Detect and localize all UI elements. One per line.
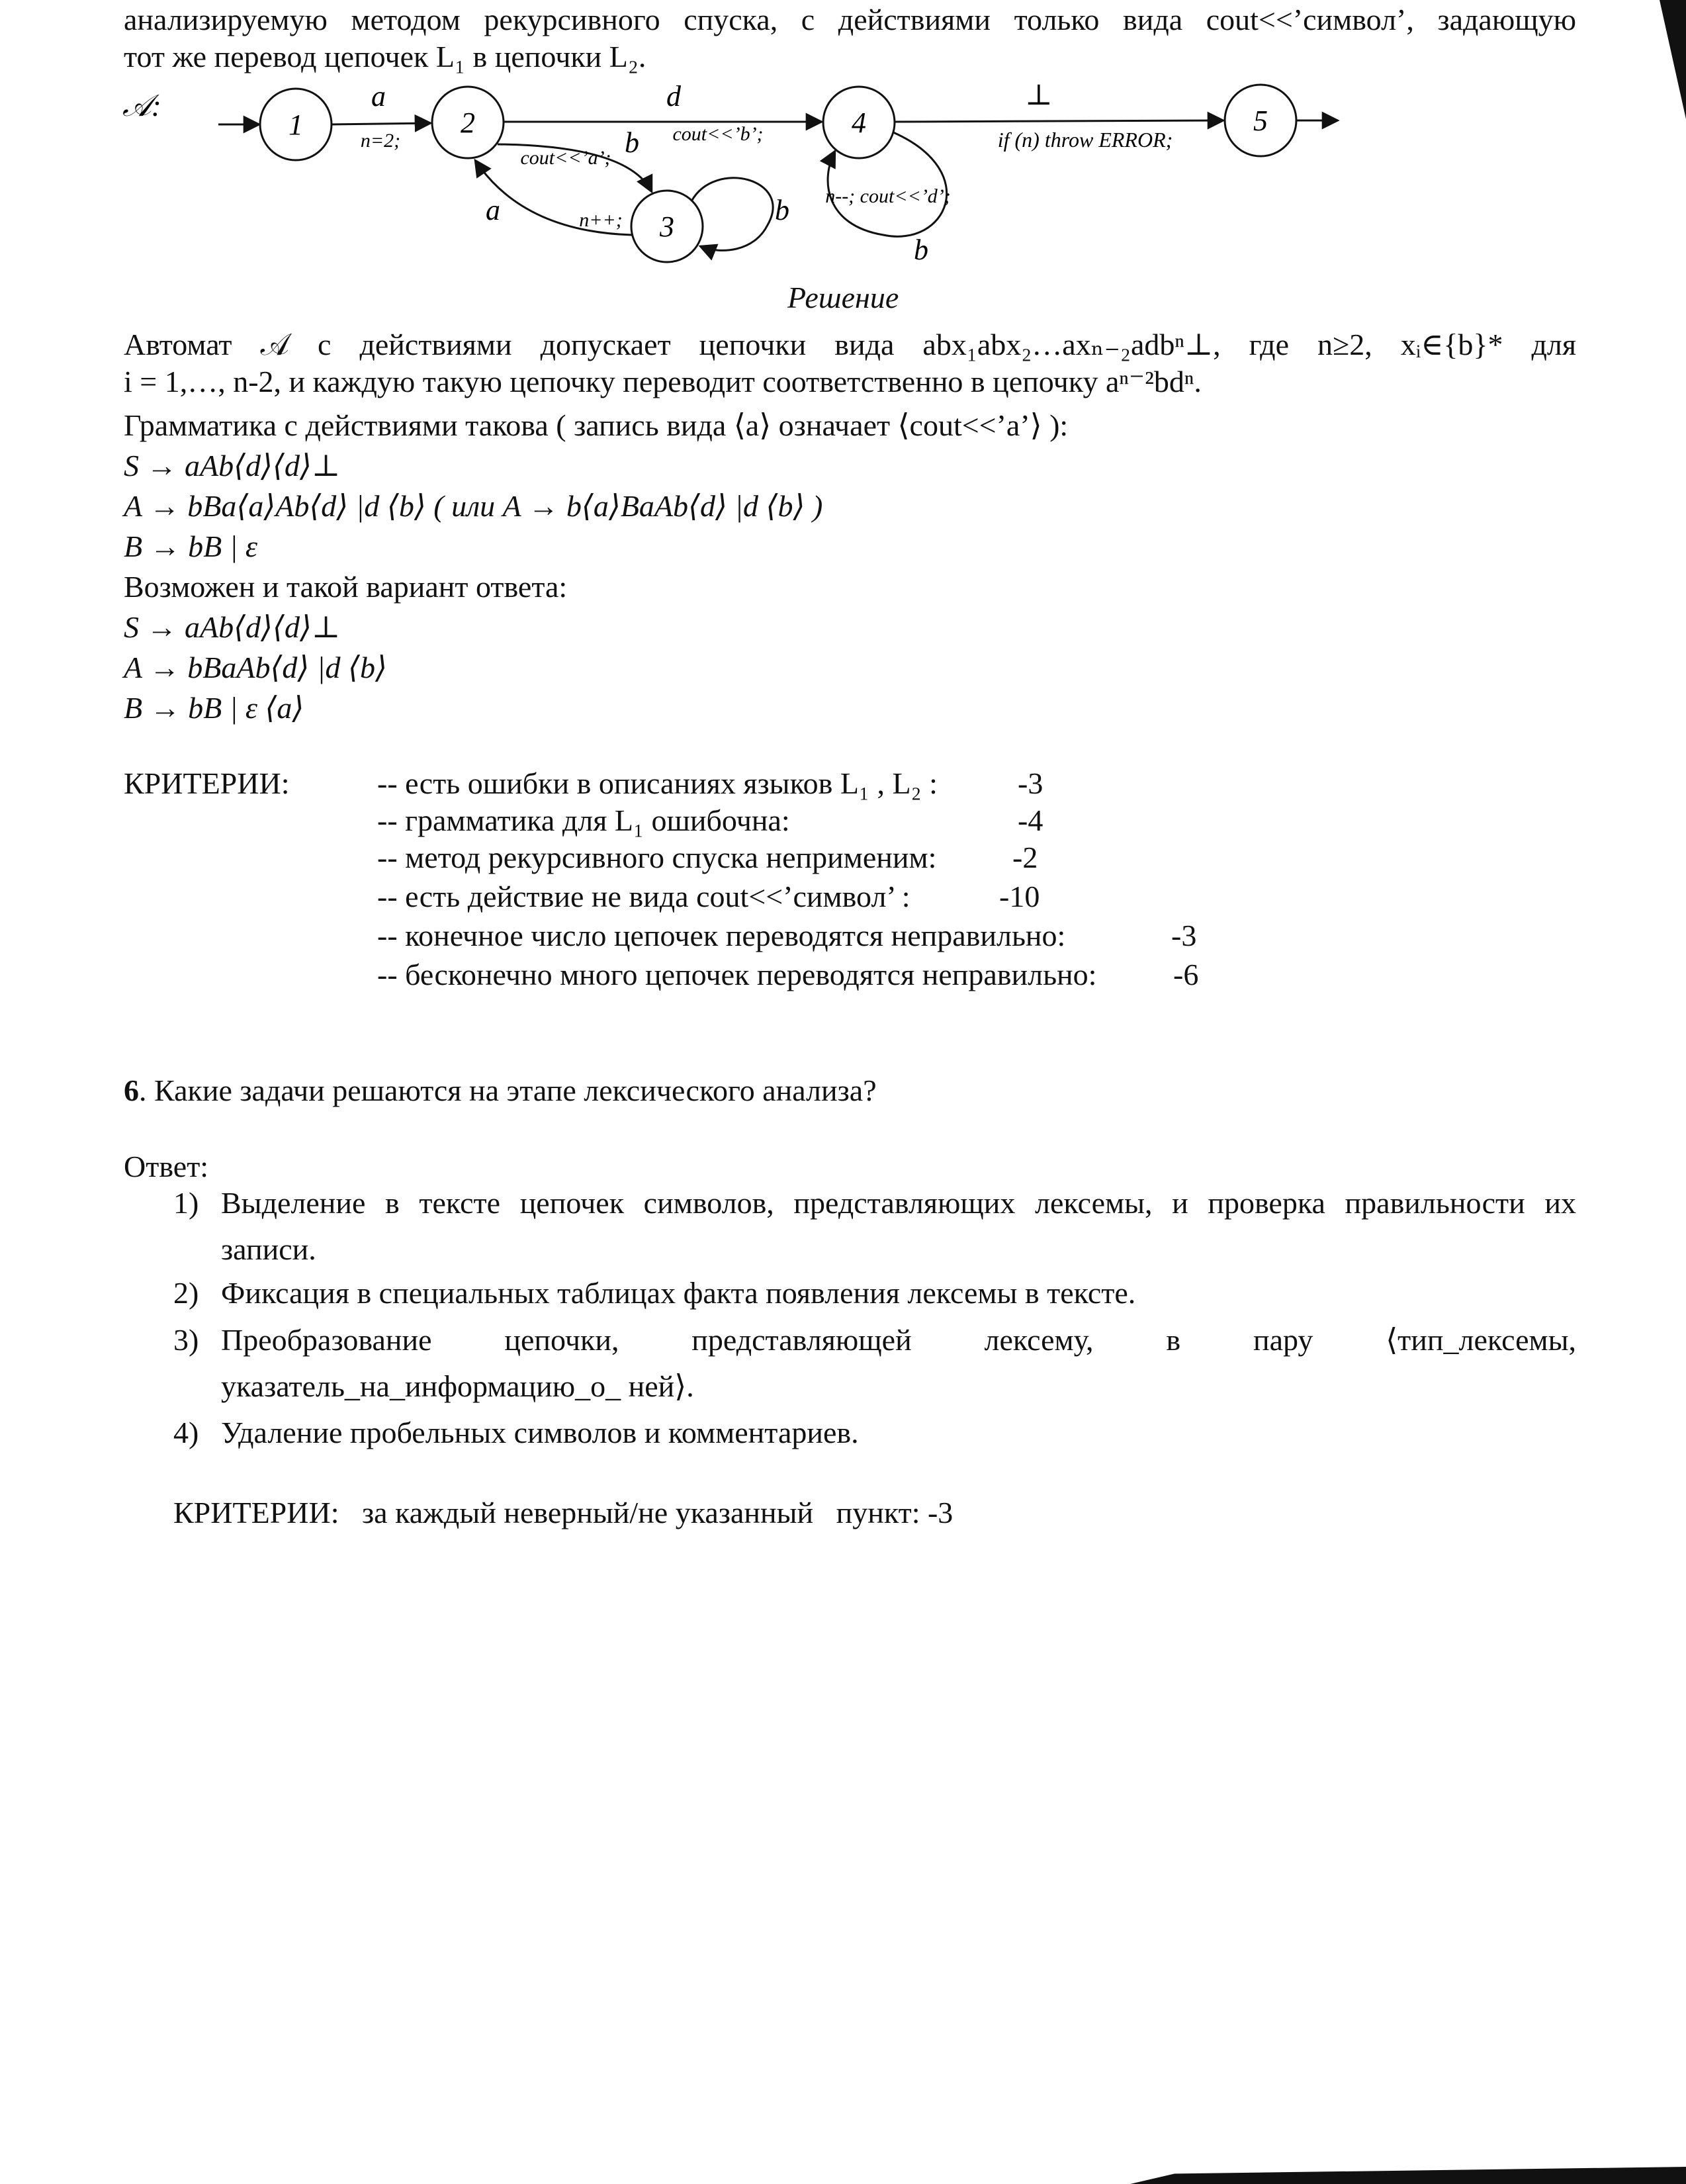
question-6 [124,1072,877,1109]
edge-2-4-action: cout<<’b’; [672,123,764,145]
criteria-item-2: -- грамматика для L₁ ошибочна: [377,803,790,837]
grammar1-rule-b: B → bB | ε [124,529,257,563]
edge-3-2-symbol: a [486,194,500,226]
question-6-number: 6 [124,1073,139,1107]
intro-line-2: тот же перевод цепочек L₁ в цепочки L₂. [124,40,646,73]
edge-4-4-symbol: b [914,234,928,266]
state-2-label: 2 [461,107,475,139]
state-1 [260,89,332,160]
criteria-value-1: -3 [1018,766,1043,800]
edge-4-5-symbol: ⊥ [1025,79,1053,111]
grammar-intro: Грамматика с действиями такова ( запись вида ⟨a⟩ означает ⟨cout<<’a’⟩ ): [124,408,1069,442]
answer-item-2-line-1: Фиксация в специальных таблицах факта появления лексемы в тексте. [221,1276,1136,1310]
answer-label: Ответ: [124,1150,209,1183]
answer-item-1-line-1: Выделение в тексте цепочек символов, представляющих лексемы, и проверка правильности их [221,1186,1576,1220]
criteria-item-3: -- метод рекурсивного спуска неприменим: [377,841,937,874]
answer-item-3-line-1: Преобразование цепочки, представляющей лексему, в пару ⟨тип_лексемы, [221,1323,1576,1357]
edge-2-4-symbol: d [666,80,681,113]
answer-item-1-number: 1) [173,1186,199,1220]
edge-2-3-action: cout<<’a’; [520,147,611,169]
edge-4-5 [895,120,1223,122]
solution-heading: Решение [787,281,899,314]
question-6-criteria: КРИТЕРИИ: за каждый неверный/не указанный пункт: -3 [173,1496,954,1529]
answer-item-1-line-2: записи. [221,1232,316,1266]
state-5-label: 5 [1253,105,1268,137]
state-5 [1225,85,1296,156]
edge-4-4-action: n--; cout<<’d’; [825,185,951,207]
answer-item-4 [173,1410,1576,1456]
edge-3-3-symbol: b [775,194,789,226]
answer-item-2 [173,1270,1576,1316]
edge-1-2 [332,123,431,124]
grammar1-rule-a: A → bBa⟨a⟩Ab⟨d⟩ |d ⟨b⟩ ( или A → b⟨a⟩BaAb⟨d⟩ |d ⟨b⟩ ) [124,489,823,523]
state-2 [432,87,504,158]
grammar1-rule-s: S → aAb⟨d⟩⟨d⟩⊥ [124,449,341,482]
edge-3-2-action: n++; [579,209,623,231]
edge-1-2-symbol: a [371,80,386,113]
edge-3-3 [691,178,773,251]
criteria-value-6: -6 [1173,958,1199,991]
answer-item-3 [173,1317,1576,1410]
question-6-text: . Какие задачи решаются на этапе лексического анализа? [139,1073,877,1107]
solution-line-2: i = 1,…, n-2, и каждую такую цепочку переводит соответственно в цепочку aⁿ⁻²bdⁿ. [124,365,1202,398]
criteria-label: КРИТЕРИИ: [124,766,290,800]
edge-4-5-action: if (n) throw ERROR; [997,128,1173,152]
solution-line-1: Автомат 𝒜 с действиями допускает цепочки вида abx₁abx₂…axₙ₋₂adbⁿ⊥, где n≥2, xᵢ∈{b}* для [124,328,1576,361]
answer-item-4-number: 4) [173,1416,199,1449]
grammar2-rule-s: S → aAb⟨d⟩⟨d⟩⊥ [124,610,341,644]
edge-4-4 [828,132,947,236]
alt-intro: Возможен и такой вариант ответа: [124,570,568,604]
state-1-label: 1 [288,109,303,141]
answer-item-3-number: 3) [173,1323,199,1357]
criteria-value-2: -4 [1018,803,1043,837]
state-3-label: 3 [660,210,674,243]
answer-item-1 [173,1180,1576,1273]
answer-item-3-line-2: указатель_на_информацию_о_ ней⟩. [221,1369,694,1403]
solution-paragraph [124,326,1576,400]
criteria-item-1: -- есть ошибки в описаниях языков L₁ , L₂ : [377,766,938,800]
state-4 [823,87,895,158]
automaton-diagram [0,66,1686,291]
scan-edge-bottom [1130,2167,1686,2184]
edge-1-2-action: n=2; [360,130,401,152]
answer-item-2-number: 2) [173,1276,199,1310]
state-4-label: 4 [852,107,866,139]
criteria-value-5: -3 [1171,919,1197,952]
grammar2-rule-a: A → bBaAb⟨d⟩ |d ⟨b⟩ [124,651,387,684]
criteria-value-4: -10 [999,880,1040,913]
criteria-value-3: -2 [1012,841,1038,874]
criteria-item-6: -- бесконечно много цепочек переводятся неправильно: [377,958,1097,991]
edge-2-3-symbol: b [625,126,639,159]
intro-line-1: анализируемую методом рекурсивного спуска, с действиями только вида cout<<’символ’, задающую [124,3,1576,36]
grammar2-rule-b: B → bB | ε ⟨a⟩ [124,691,304,725]
intro-text [124,1,1576,75]
answer-item-4-line-1: Удаление пробельных символов и комментариев. [221,1416,859,1449]
automaton-symbol: 𝒜: [122,89,161,122]
criteria-item-5: -- конечное число цепочек переводятся неправильно: [377,919,1066,952]
criteria-item-4: -- есть действие не вида cout<<’символ’ : [377,880,910,913]
